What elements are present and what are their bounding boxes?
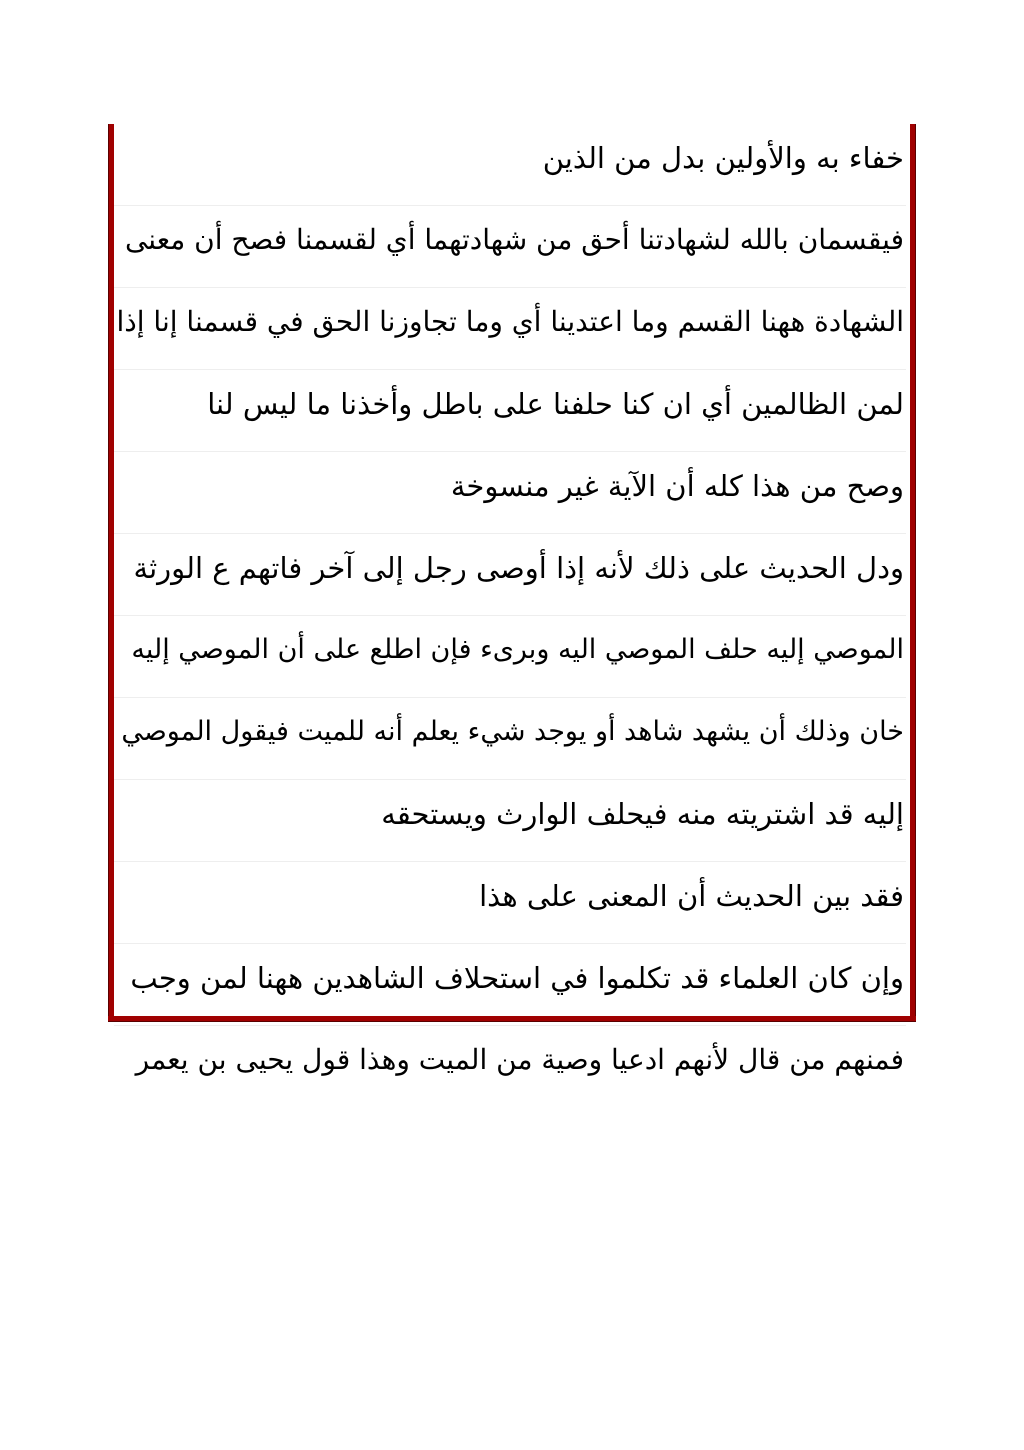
line-text: لمن الظالمين أي ان كنا حلفنا على باطل وأخذنا ما ليس لنا: [207, 387, 904, 421]
line-text: إليه قد اشتريته منه فيحلف الوارث ويستحقه: [381, 797, 904, 831]
text-line: [114, 206, 906, 288]
line-text: فيقسمان بالله لشهادتنا أحق من شهادتهما أي لقسمنا فصح أن معنى: [124, 223, 904, 256]
line-text: وإن كان العلماء قد تكلموا في استحلاف الشاهدين ههنا لمن وجب: [130, 961, 904, 995]
text-line: [114, 288, 906, 370]
text-line: [114, 780, 906, 862]
text-line: [114, 370, 906, 452]
line-text: وصح من هذا كله أن الآية غير منسوخة: [450, 469, 904, 503]
text-line: [114, 124, 906, 206]
text-line: [114, 862, 906, 944]
line-text: خفاء به والأولين بدل من الذين: [542, 141, 904, 175]
text-line: [114, 452, 906, 534]
line-text: فمنهم من قال لأنهم ادعيا وصية من الميت وهذا قول يحيى بن يعمر: [135, 1043, 904, 1076]
text-line: [114, 534, 906, 616]
line-text: فقد بين الحديث أن المعنى على هذا: [479, 879, 904, 913]
right-border: [910, 124, 916, 1022]
text-body: [114, 124, 906, 1108]
line-text: ودل الحديث على ذلك لأنه إذا أوصى رجل إلى آخر فاتهم ع الورثة: [133, 551, 904, 585]
line-text: الموصي إليه حلف الموصي اليه وبرىء فإن اطلع على أن الموصي إليه: [131, 634, 904, 665]
line-text: خان وذلك أن يشهد شاهد أو يوجد شيء يعلم أنه للميت فيقول الموصي: [121, 716, 904, 747]
text-line: [114, 698, 906, 780]
text-line: [114, 944, 906, 1026]
text-line: [114, 616, 906, 698]
text-line: [114, 1026, 906, 1108]
line-text: الشهادة ههنا القسم وما اعتدينا أي وما تجاوزنا الحق في قسمنا إنا إذا: [116, 305, 904, 338]
